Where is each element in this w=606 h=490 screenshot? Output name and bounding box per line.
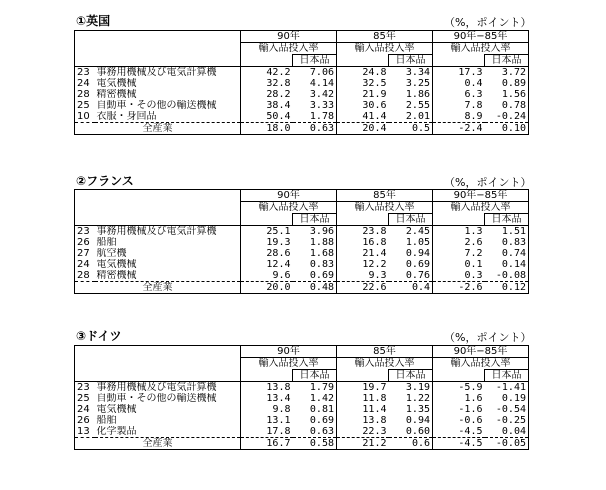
total-value: -2.6 [433,282,485,294]
unit-note: （%，ポイント） [444,331,532,344]
header-blank [241,214,293,226]
row-value: 9.3 [337,270,389,282]
row-value: 0.74 [485,248,529,259]
header-japan: 日本品 [293,214,337,226]
header-blank [337,370,389,382]
table-row [75,426,529,438]
table-row [75,404,529,415]
row-code: 10 [75,111,95,123]
row-value: 1.42 [309,393,334,404]
row-value: -0.25 [485,415,529,426]
total-row [75,438,529,450]
row-name: 電気機械 [96,259,137,270]
total-value: 0.63 [293,123,337,135]
row-value: 1.51 [485,226,529,238]
row-code: 23 [75,67,95,79]
row-value: 3.33 [309,100,334,111]
table-row [75,67,529,79]
header-japan: 日本品 [485,55,529,67]
total-row [75,123,529,135]
row-value: 0.69 [309,415,334,426]
row-code: 13 [75,426,95,438]
row-value: 12.4 [241,259,293,270]
row-value: 0.14 [485,259,529,270]
header-blank [241,370,293,382]
row-value: -0.08 [485,270,529,282]
row-code: 23 [75,226,95,238]
row-code: 25 [75,100,95,111]
total-value: -4.5 [433,438,485,450]
section-title: ②フランス [76,174,134,188]
row-name: 航空機 [96,248,127,259]
row-value: 0.76 [389,270,433,282]
row-value: 30.6 [337,100,389,111]
header-85: 85年 [337,31,433,43]
row-value: 1.05 [405,237,430,248]
row-value: -0.54 [485,404,529,415]
header-rate: 輸入品投入率 [433,358,529,370]
row-name: 自動車・その他の輸送機械 [96,100,217,111]
total-value: 0.58 [293,438,337,450]
total-value: 0.4 [389,282,433,294]
row-value: -5.9 [433,382,485,394]
row-value: 1.35 [405,404,430,415]
data-table [74,345,529,450]
header-japan: 日本品 [485,214,529,226]
total-value: 0.48 [293,282,337,294]
header-row [75,346,529,358]
header-row [75,31,529,43]
header-diff: 90年−85年 [433,31,529,43]
row-value: 16.8 [337,237,389,248]
header-japan: 日本品 [293,370,337,382]
row-value: 1.88 [309,237,334,248]
row-code: 28 [75,89,95,100]
row-value: -1.41 [485,382,529,394]
row-code: 24 [75,404,95,415]
total-value: 18.0 [241,123,293,135]
row-code: 23 [75,382,95,394]
section-title: ③ドイツ [76,329,122,343]
row-value: 0.94 [405,415,430,426]
row-value: 21.4 [337,248,389,259]
row-name: 電気機械 [96,78,137,89]
header-85: 85年 [337,190,433,202]
row-value: 0.69 [405,259,430,270]
header-blank [337,214,389,226]
row-name: 精密機械 [95,270,241,282]
row-code: 26 [75,415,95,426]
row-value: 11.8 [337,393,389,404]
header-row [75,190,529,202]
table-row [75,415,529,426]
header-rate: 輸入品投入率 [337,202,433,214]
row-value: 0.78 [485,100,529,111]
total-value: 16.7 [241,438,293,450]
row-value: 28.6 [241,248,293,259]
table-row [75,100,529,111]
header-rate: 輸入品投入率 [337,358,433,370]
row-value: 0.81 [309,404,334,415]
row-value: 0.1 [433,259,485,270]
row-value: 13.8 [241,382,293,394]
row-value: 0.60 [389,426,433,438]
row-value: 2.6 [433,237,485,248]
row-value: 6.3 [433,89,485,100]
row-code: 27 [75,248,95,259]
row-value: 8.9 [433,111,485,123]
total-value: 0.10 [485,123,529,135]
row-value: 24.8 [337,67,389,79]
row-name: 事務用機械及び電気計算機 [95,67,241,79]
row-value: 7.06 [293,67,337,79]
total-value: -2.4 [433,123,485,135]
table-row [75,382,529,394]
header-japan: 日本品 [389,370,433,382]
total-value: 0.12 [485,282,529,294]
row-name: 船舶 [96,237,117,248]
row-value: 3.72 [485,67,529,79]
row-value: 28.2 [241,89,293,100]
header-japan: 日本品 [293,55,337,67]
table-row [75,78,529,89]
header-rate: 輸入品投入率 [241,358,337,370]
row-value: 1.79 [293,382,337,394]
table-row [75,270,529,282]
row-name: 船舶 [96,415,117,426]
row-value: 42.2 [241,67,293,79]
header-blank [433,370,485,382]
header-90: 90年 [241,31,337,43]
row-value: 13.1 [241,415,293,426]
row-value: 1.22 [405,393,430,404]
header-90: 90年 [241,346,337,358]
row-value: 0.4 [433,78,485,89]
header-japan: 日本品 [485,370,529,382]
header-rate: 輸入品投入率 [241,202,337,214]
row-code: 24 [75,259,95,270]
row-value: 23.8 [337,226,389,238]
row-value: 0.19 [485,393,529,404]
total-name: 全産業 [75,438,241,450]
corner-cell [75,346,241,382]
row-value: 3.34 [389,67,433,79]
row-name: 精密機械 [96,89,137,100]
row-value: 1.68 [309,248,334,259]
row-value: -0.24 [485,111,529,123]
header-diff: 90年−85年 [433,190,529,202]
header-blank [433,55,485,67]
row-value: 0.04 [485,426,529,438]
row-value: 0.3 [433,270,485,282]
row-name: 衣服・身回品 [95,111,241,123]
row-value: 7.8 [433,100,485,111]
row-code: 25 [75,393,95,404]
header-blank [337,55,389,67]
row-value: 19.7 [337,382,389,394]
row-value: 9.6 [241,270,293,282]
row-value: 0.89 [485,78,529,89]
row-value: 0.69 [293,270,337,282]
row-value: 38.4 [241,100,293,111]
row-name: 事務用機械及び電気計算機 [95,226,241,238]
table-row [75,237,529,248]
row-value: 1.3 [433,226,485,238]
total-name: 全産業 [75,123,241,135]
row-value: 0.83 [485,237,529,248]
data-table [74,189,529,294]
row-value: 3.42 [309,89,334,100]
total-value: 21.2 [337,438,389,450]
unit-note: （%，ポイント） [444,16,532,29]
row-value: 0.83 [309,259,334,270]
header-diff: 90年−85年 [433,346,529,358]
row-value: -1.6 [433,404,485,415]
row-value: 13.8 [337,415,389,426]
row-value: 11.4 [337,404,389,415]
row-value: 21.9 [337,89,389,100]
row-code: 24 [75,78,95,89]
header-blank [433,214,485,226]
row-value: -4.5 [433,426,485,438]
header-rate: 輸入品投入率 [433,43,529,55]
header-japan: 日本品 [389,214,433,226]
header-rate: 輸入品投入率 [241,43,337,55]
header-blank [241,55,293,67]
row-value: 2.01 [389,111,433,123]
row-value: 41.4 [337,111,389,123]
row-value: 13.4 [241,393,293,404]
row-value: 1.86 [405,89,430,100]
row-value: 1.56 [485,89,529,100]
header-85: 85年 [337,346,433,358]
table-row [75,259,529,270]
total-value: 22.6 [337,282,389,294]
row-value: 32.5 [337,78,389,89]
table-row [75,111,529,123]
row-value: -0.6 [433,415,485,426]
row-name: 自動車・その他の輸送機械 [96,393,217,404]
row-name: 化学製品 [95,426,241,438]
total-value: 0.5 [389,123,433,135]
row-name: 電気機械 [96,404,137,415]
row-value: 32.8 [241,78,293,89]
corner-cell [75,190,241,226]
total-value: 20.4 [337,123,389,135]
row-value: 0.63 [293,426,337,438]
row-value: 17.3 [433,67,485,79]
row-value: 3.96 [293,226,337,238]
header-rate: 輸入品投入率 [337,43,433,55]
row-value: 2.45 [389,226,433,238]
table-row [75,393,529,404]
row-value: 1.78 [293,111,337,123]
row-value: 50.4 [241,111,293,123]
total-value: -0.05 [485,438,529,450]
unit-note: （%，ポイント） [444,176,532,189]
section-title: ①英国 [76,14,111,28]
row-value: 12.2 [337,259,389,270]
header-japan: 日本品 [389,55,433,67]
row-value: 3.25 [405,78,430,89]
row-value: 3.19 [389,382,433,394]
row-value: 9.8 [241,404,293,415]
row-value: 25.1 [241,226,293,238]
table-row [75,248,529,259]
row-value: 7.2 [433,248,485,259]
table-row [75,89,529,100]
row-value: 19.3 [241,237,293,248]
row-value: 17.8 [241,426,293,438]
row-code: 28 [75,270,95,282]
row-value: 22.3 [337,426,389,438]
corner-cell [75,31,241,67]
row-name: 事務用機械及び電気計算機 [95,382,241,394]
row-value: 4.14 [309,78,334,89]
table-row [75,226,529,238]
row-value: 1.6 [433,393,485,404]
total-value: 20.0 [241,282,293,294]
row-code: 26 [75,237,95,248]
total-name: 全産業 [75,282,241,294]
data-table [74,30,529,135]
row-value: 2.55 [405,100,430,111]
total-row [75,282,529,294]
total-value: 0.6 [389,438,433,450]
header-90: 90年 [241,190,337,202]
header-rate: 輸入品投入率 [433,202,529,214]
row-value: 0.94 [405,248,430,259]
